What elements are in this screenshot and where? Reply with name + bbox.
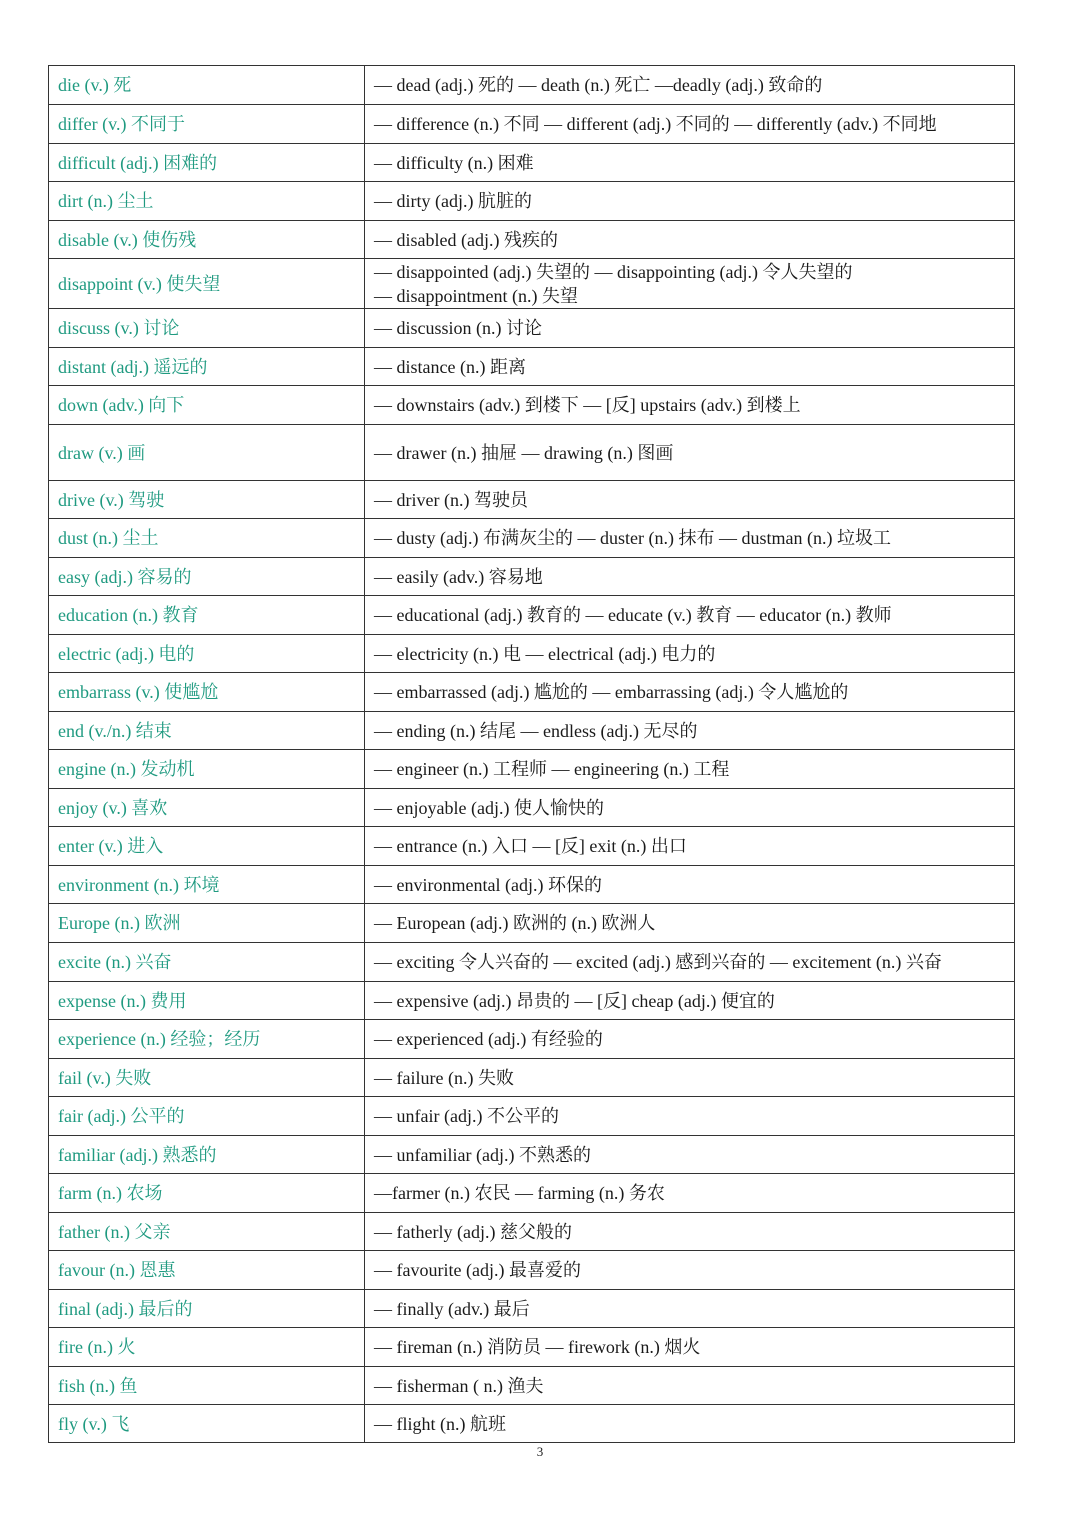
headword-cell: easy (adj.) 容易的 (49, 558, 365, 596)
headword-cell: electric (adj.) 电的 (49, 635, 365, 673)
table-row (49, 673, 1015, 712)
vocabulary-table (48, 65, 1015, 1443)
derivatives-cell (365, 1251, 1015, 1290)
derivative-line: — dirty (adj.) 肮脏的 (374, 191, 532, 211)
derivatives-cell (365, 1213, 1015, 1251)
headword-cell: draw (v.) 画 (49, 425, 365, 481)
table-row (49, 1290, 1015, 1328)
table-row (49, 866, 1015, 904)
derivative-line: — expensive (adj.) 昂贵的 — [反] cheap (adj.) 便宜的 (374, 990, 775, 1011)
table-row (49, 1097, 1015, 1136)
derivatives-cell (365, 1020, 1015, 1059)
derivatives-cell (365, 635, 1015, 673)
table-row (49, 1020, 1015, 1059)
derivative-line: — unfamiliar (adj.) 不熟悉的 (374, 1144, 591, 1165)
derivatives-cell (365, 182, 1015, 221)
headword-cell: education (n.) 教育 (49, 596, 365, 635)
table-row (49, 1059, 1015, 1097)
derivatives-cell (365, 750, 1015, 789)
table-row (49, 259, 1015, 309)
table-row (49, 144, 1015, 182)
table-row (49, 105, 1015, 144)
headword-cell: expense (n.) 费用 (49, 982, 365, 1020)
headword-cell: engine (n.) 发动机 (49, 750, 365, 789)
derivative-line: — difference (n.) 不同 — different (adj.) 不同的 — differently (adv.) 不同地 (374, 114, 937, 134)
derivatives-cell (365, 596, 1015, 635)
table-row (49, 1213, 1015, 1251)
derivative-line: — ending (n.) 结尾 — endless (adj.) 无尽的 (374, 720, 698, 741)
derivative-line: — favourite (adj.) 最喜爱的 (374, 1260, 581, 1280)
table-row (49, 943, 1015, 982)
headword-cell: fly (v.) 飞 (49, 1405, 365, 1443)
table-row (49, 519, 1015, 558)
headword-cell: end (v./n.) 结束 (49, 712, 365, 750)
derivatives-cell (365, 827, 1015, 866)
derivatives-cell (365, 866, 1015, 904)
derivative-line: — fisherman ( n.) 渔夫 (374, 1375, 544, 1396)
derivative-line: — educational (adj.) 教育的 — educate (v.) 教育 — educator (n.) 教师 (374, 605, 892, 625)
derivatives-cell (365, 982, 1015, 1020)
table-row (49, 558, 1015, 596)
vocabulary-sheet (48, 65, 1014, 1443)
derivatives-cell (365, 1328, 1015, 1367)
derivative-line: — disappointment (n.) 失望 (374, 285, 578, 306)
derivatives-cell (365, 1059, 1015, 1097)
derivative-line: — fatherly (adj.) 慈父般的 (374, 1221, 572, 1242)
derivatives-cell (365, 425, 1015, 481)
derivative-line: — failure (n.) 失败 (374, 1067, 514, 1088)
derivatives-cell (365, 481, 1015, 519)
table-row (49, 309, 1015, 348)
table-row (49, 1405, 1015, 1443)
headword-cell: drive (v.) 驾驶 (49, 481, 365, 519)
page-number: 3 (536, 1444, 544, 1459)
derivative-line: — experienced (adj.) 有经验的 (374, 1029, 603, 1049)
headword-cell: favour (n.) 恩惠 (49, 1251, 365, 1290)
table-row (49, 982, 1015, 1020)
headword-cell: discuss (v.) 讨论 (49, 309, 365, 348)
derivative-line: — fireman (n.) 消防员 — firework (n.) 烟火 (374, 1337, 701, 1357)
headword-cell: die (v.) 死 (49, 66, 365, 105)
table-row (49, 1328, 1015, 1367)
headword-cell: environment (n.) 环境 (49, 866, 365, 904)
headword-cell: experience (n.) 经验；经历 (49, 1020, 365, 1059)
derivatives-cell (365, 789, 1015, 827)
derivative-line: — discussion (n.) 讨论 (374, 318, 542, 338)
table-row (49, 750, 1015, 789)
derivative-line: — dead (adj.) 死的 — death (n.) 死亡 —deadly (adj.) 致命的 (374, 75, 823, 95)
derivatives-cell (365, 386, 1015, 425)
headword-cell: dirt (n.) 尘土 (49, 182, 365, 221)
derivative-line: — driver (n.) 驾驶员 (374, 489, 528, 510)
derivatives-cell (365, 105, 1015, 144)
table-row (49, 425, 1015, 481)
derivatives-cell (365, 1367, 1015, 1405)
table-row (49, 386, 1015, 425)
headword-cell: down (adv.) 向下 (49, 386, 365, 425)
derivative-line: — dusty (adj.) 布满灰尘的 — duster (n.) 抹布 — dustman (n.) 垃圾工 (374, 528, 891, 548)
derivative-line: — distance (n.) 距离 (374, 356, 526, 377)
table-row (49, 827, 1015, 866)
headword-cell: final (adj.) 最后的 (49, 1290, 365, 1328)
derivative-line: — entrance (n.) 入口 — [反] exit (n.) 出口 (374, 836, 687, 856)
headword-cell: disable (v.) 使伤残 (49, 221, 365, 259)
table-row (49, 712, 1015, 750)
derivative-line: — finally (adv.) 最后 (374, 1298, 530, 1319)
derivative-line: — difficulty (n.) 困难 (374, 152, 534, 173)
derivative-line: — enjoyable (adj.) 使人愉快的 (374, 797, 604, 818)
table-row (49, 635, 1015, 673)
headword-cell: distant (adj.) 遥远的 (49, 348, 365, 386)
table-row (49, 182, 1015, 221)
derivatives-cell (365, 904, 1015, 943)
headword-cell: fair (adj.) 公平的 (49, 1097, 365, 1136)
derivative-line: — exciting 令人兴奋的 — excited (adj.) 感到兴奋的 — excitement (n.) 兴奋 (374, 952, 942, 972)
derivatives-cell (365, 309, 1015, 348)
derivative-line: —farmer (n.) 农民 — farming (n.) 务农 (374, 1183, 665, 1203)
table-row (49, 596, 1015, 635)
derivatives-cell (365, 348, 1015, 386)
derivatives-cell (365, 712, 1015, 750)
table-row (49, 481, 1015, 519)
derivative-line: — unfair (adj.) 不公平的 (374, 1106, 559, 1126)
derivatives-cell (365, 519, 1015, 558)
derivatives-cell (365, 144, 1015, 182)
vocabulary-table-body (49, 66, 1015, 1443)
headword-cell: familiar (adj.) 熟悉的 (49, 1136, 365, 1174)
derivative-line: — downstairs (adv.) 到楼下 — [反] upstairs (adv.) 到楼上 (374, 395, 801, 415)
derivative-line: — disappointed (adj.) 失望的 — disappointing (adj.) 令人失望的 (374, 261, 853, 282)
derivatives-cell (365, 558, 1015, 596)
headword-cell: embarrass (v.) 使尴尬 (49, 673, 365, 712)
headword-cell: father (n.) 父亲 (49, 1213, 365, 1251)
derivatives-cell (365, 259, 1015, 309)
derivatives-cell (365, 221, 1015, 259)
derivative-line: — electricity (n.) 电 — electrical (adj.) 电力的 (374, 643, 716, 664)
derivative-line: — European (adj.) 欧洲的 (n.) 欧洲人 (374, 913, 656, 933)
headword-cell: excite (n.) 兴奋 (49, 943, 365, 982)
derivative-line: — engineer (n.) 工程师 — engineering (n.) 工程 (374, 759, 730, 779)
table-row (49, 348, 1015, 386)
derivative-line: — disabled (adj.) 残疾的 (374, 229, 558, 250)
table-row (49, 1174, 1015, 1213)
table-row (49, 66, 1015, 105)
derivatives-cell (365, 943, 1015, 982)
headword-cell: fish (n.) 鱼 (49, 1367, 365, 1405)
headword-cell: farm (n.) 农场 (49, 1174, 365, 1213)
headword-cell: enter (v.) 进入 (49, 827, 365, 866)
headword-cell: dust (n.) 尘土 (49, 519, 365, 558)
derivative-line: — environmental (adj.) 环保的 (374, 874, 602, 895)
derivative-line: — embarrassed (adj.) 尴尬的 — embarrassing (adj.) 令人尴尬的 (374, 682, 849, 702)
table-row (49, 904, 1015, 943)
derivative-line: — easily (adv.) 容易地 (374, 566, 543, 587)
table-row (49, 1367, 1015, 1405)
derivatives-cell (365, 1290, 1015, 1328)
headword-cell: differ (v.) 不同于 (49, 105, 365, 144)
derivatives-cell (365, 673, 1015, 712)
table-row (49, 1251, 1015, 1290)
derivative-line: — drawer (n.) 抽屉 — drawing (n.) 图画 (374, 442, 674, 463)
table-row (49, 221, 1015, 259)
headword-cell: difficult (adj.) 困难的 (49, 144, 365, 182)
table-row (49, 1136, 1015, 1174)
derivatives-cell (365, 1405, 1015, 1443)
derivative-line: — flight (n.) 航班 (374, 1413, 506, 1434)
headword-cell: fire (n.) 火 (49, 1328, 365, 1367)
headword-cell: fail (v.) 失败 (49, 1059, 365, 1097)
table-row (49, 789, 1015, 827)
derivatives-cell (365, 66, 1015, 105)
derivatives-cell (365, 1097, 1015, 1136)
headword-cell: Europe (n.) 欧洲 (49, 904, 365, 943)
headword-cell: enjoy (v.) 喜欢 (49, 789, 365, 827)
derivatives-cell (365, 1174, 1015, 1213)
derivatives-cell (365, 1136, 1015, 1174)
headword-cell: disappoint (v.) 使失望 (49, 259, 365, 309)
